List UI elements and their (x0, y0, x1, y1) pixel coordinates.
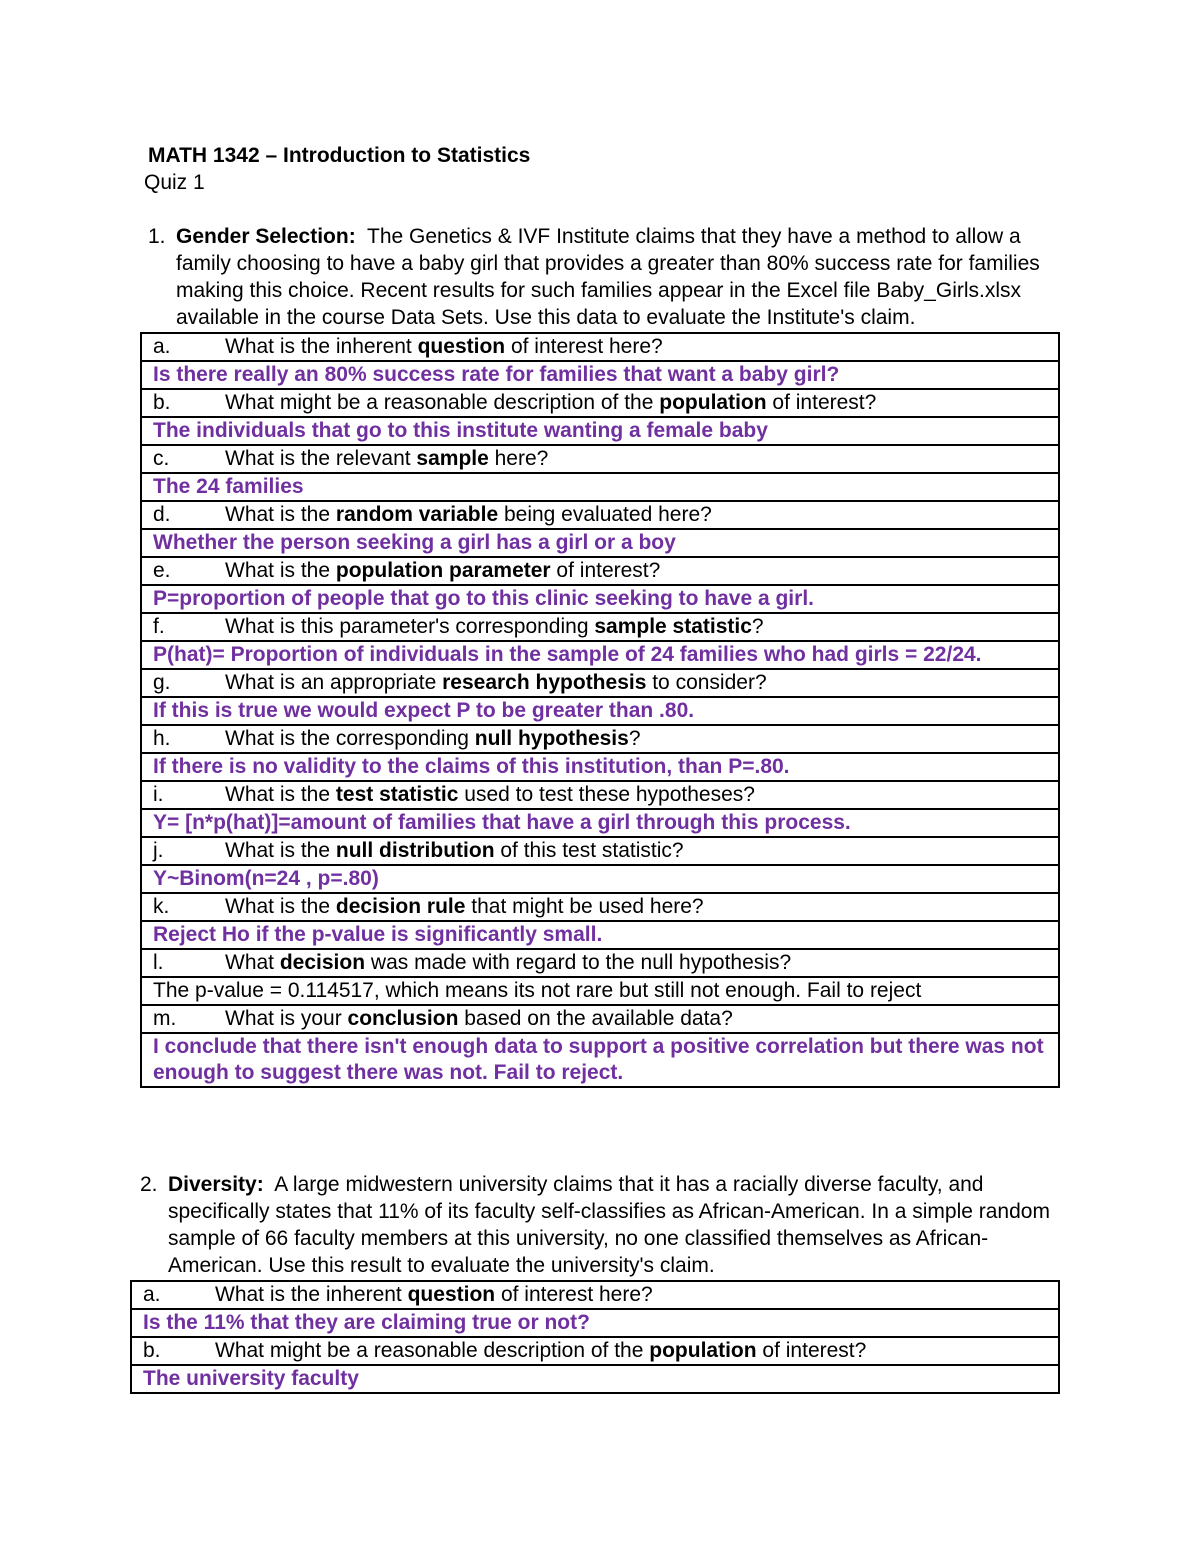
question-text: What might be a reasonable description of the (225, 391, 660, 414)
question-text: What (225, 951, 280, 974)
answer-row (141, 417, 1059, 445)
answer-cell: P(hat)= Proportion of individuals in the sample of 24 families who had girls = 22/24. (141, 641, 1059, 669)
question-cell (141, 781, 1059, 809)
answer-row (141, 473, 1059, 501)
answer-cell: Y= [n*p(hat)]=amount of families that have a girl through this process. (141, 809, 1059, 837)
question-cell (141, 1005, 1059, 1033)
answer-cell: The p-value = 0.114517, which means its not rare but still not enough. Fail to reject (141, 977, 1059, 1005)
question-text-end: used to test these hypotheses? (458, 783, 755, 806)
problem-heading: Gender Selection: (176, 225, 356, 248)
question-text-end: that might be used here? (465, 895, 704, 918)
answer-cell: If there is no validity to the claims of this institution, than P=.80. (141, 753, 1059, 781)
question-row (141, 557, 1059, 585)
question-cell (141, 949, 1059, 977)
question-text-end: of interest here? (505, 335, 663, 358)
question-keyword: sample statistic (594, 615, 752, 638)
qa-table-body (141, 333, 1059, 1087)
question-row (141, 613, 1059, 641)
question-cell (141, 725, 1059, 753)
answer-row (141, 921, 1059, 949)
question-row (141, 781, 1059, 809)
question-letter: k. (153, 895, 170, 918)
answer-row (141, 585, 1059, 613)
question-row (131, 1337, 1059, 1365)
page-header (144, 142, 531, 196)
question-row (141, 501, 1059, 529)
question-text-end: of interest? (766, 391, 877, 414)
answer-row (131, 1309, 1059, 1337)
question-text: What is your (225, 1007, 348, 1030)
question-cell (131, 1281, 1059, 1309)
question-text-end: was made with regard to the null hypothesis? (365, 951, 792, 974)
question-text: What is the (225, 783, 336, 806)
question-letter: m. (153, 1007, 177, 1030)
quiz-label: Quiz 1 (144, 171, 205, 194)
question-keyword: sample (416, 447, 489, 470)
question-keyword: null distribution (335, 839, 495, 862)
answer-cell: The university faculty (131, 1365, 1059, 1393)
question-keyword: conclusion (347, 1007, 459, 1030)
question-keyword: random variable (335, 503, 499, 526)
answer-row (141, 809, 1059, 837)
question-row (141, 445, 1059, 473)
question-text: What is an appropriate (225, 671, 443, 694)
question-keyword: population parameter (335, 559, 551, 582)
question-row (141, 1005, 1059, 1033)
question-cell (141, 613, 1059, 641)
question-text-end: to consider? (646, 671, 767, 694)
answer-row (141, 697, 1059, 725)
question-text: What is the (225, 503, 336, 526)
question-cell (131, 1337, 1059, 1365)
problem-number: 2. (140, 1173, 158, 1196)
question-keyword: population (649, 1339, 757, 1362)
question-row (141, 837, 1059, 865)
question-cell (141, 837, 1059, 865)
answer-cell: Reject Ho if the p-value is significantly small. (141, 921, 1059, 949)
question-cell (141, 893, 1059, 921)
problem-text (168, 1171, 1060, 1279)
course-title: MATH 1342 – Introduction to Statistics (148, 144, 531, 167)
problem-gender-selection (148, 223, 1060, 1088)
answer-cell: Whether the person seeking a girl has a girl or a boy (141, 529, 1059, 557)
qa-table-body (131, 1281, 1059, 1393)
problem-intro (140, 1171, 1060, 1279)
question-text-end: of interest here? (495, 1283, 653, 1306)
question-keyword: decision (279, 951, 366, 974)
question-letter: i. (153, 783, 164, 806)
question-cell (141, 389, 1059, 417)
question-letter: b. (153, 391, 171, 414)
question-letter: g. (153, 671, 171, 694)
qa-table (140, 332, 1060, 1088)
answer-cell: Is the 11% that they are claiming true or not? (131, 1309, 1059, 1337)
answer-row (141, 977, 1059, 1005)
problem-description: The Genetics & IVF Institute claims that they have a method to allow a family choosing to have a baby girl that provides a greater than 80% success rate for families making this choice. Recent results for such families appear in the Excel file Baby_Girls.xlsx available in the course Data Sets. Use this data to evaluate the Institute's claim. (176, 225, 1040, 329)
question-cell (141, 669, 1059, 697)
answer-cell: Is there really an 80% success rate for families that want a baby girl? (141, 361, 1059, 389)
question-cell (141, 501, 1059, 529)
question-text-end: ? (751, 615, 764, 638)
qa-table (130, 1280, 1060, 1394)
question-letter: l. (153, 951, 164, 974)
problem-heading: Diversity: (168, 1173, 264, 1196)
question-text-end: being evaluated here? (498, 503, 712, 526)
question-row (141, 333, 1059, 361)
answer-row (141, 361, 1059, 389)
question-keyword: null hypothesis (474, 727, 629, 750)
question-text: What is the (225, 559, 336, 582)
question-row (141, 669, 1059, 697)
question-letter: a. (153, 335, 171, 358)
question-text-end: of interest? (550, 559, 661, 582)
question-row (131, 1281, 1059, 1309)
question-text: What is the (225, 895, 336, 918)
question-keyword: research hypothesis (442, 671, 647, 694)
answer-row (141, 1033, 1059, 1087)
answer-cell: Y~Binom(n=24 , p=.80) (141, 865, 1059, 893)
question-cell (141, 333, 1059, 361)
question-text: What might be a reasonable description of the (215, 1339, 650, 1362)
answer-cell: P=proportion of people that go to this clinic seeking to have a girl. (141, 585, 1059, 613)
answer-row (141, 641, 1059, 669)
problem-number: 1. (148, 225, 166, 248)
answer-cell: The 24 families (141, 473, 1059, 501)
problem-diversity (140, 1171, 1060, 1394)
question-text: What is the (225, 839, 336, 862)
question-text: What is the inherent (225, 335, 418, 358)
question-letter: h. (153, 727, 171, 750)
answer-cell: The individuals that go to this institute wanting a female baby (141, 417, 1059, 445)
question-letter: e. (153, 559, 171, 582)
question-text-end: based on the available data? (458, 1007, 733, 1030)
question-row (141, 725, 1059, 753)
question-text: What is the relevant (225, 447, 417, 470)
question-text: What is the corresponding (225, 727, 475, 750)
question-cell (141, 557, 1059, 585)
question-letter: d. (153, 503, 171, 526)
problem-text (176, 223, 1060, 331)
question-letter: f. (153, 615, 165, 638)
question-text-end: of this test statistic? (494, 839, 684, 862)
question-keyword: decision rule (335, 895, 466, 918)
question-text-end: here? (488, 447, 549, 470)
question-letter: c. (153, 447, 170, 470)
question-text-end: ? (628, 727, 641, 750)
question-text: What is this parameter's corresponding (225, 615, 595, 638)
question-letter: a. (143, 1283, 161, 1306)
question-text-end: of interest? (756, 1339, 867, 1362)
problem-description: A large midwestern university claims that it has a racially diverse faculty, and specifically states that 11% of its faculty self-classifies as African-American. In a simple random sample of 66 faculty members at this university, no one classified themselves as African-American. Use this result to evaluate the university's claim. (168, 1173, 1050, 1277)
question-keyword: test statistic (335, 783, 459, 806)
question-keyword: question (417, 335, 506, 358)
answer-row (141, 865, 1059, 893)
question-row (141, 949, 1059, 977)
question-row (141, 389, 1059, 417)
question-letter: b. (143, 1339, 161, 1362)
question-row (141, 893, 1059, 921)
answer-cell: I conclude that there isn't enough data to support a positive correlation but there was not enough to suggest there was not. Fail to reject. (141, 1033, 1059, 1087)
answer-row (131, 1365, 1059, 1393)
question-text: What is the inherent (215, 1283, 408, 1306)
problem-intro (148, 223, 1060, 331)
question-letter: j. (153, 839, 164, 862)
answer-row (141, 753, 1059, 781)
answer-cell: If this is true we would expect P to be greater than .80. (141, 697, 1059, 725)
question-keyword: population (659, 391, 767, 414)
answer-row (141, 529, 1059, 557)
question-keyword: question (407, 1283, 496, 1306)
question-cell (141, 445, 1059, 473)
